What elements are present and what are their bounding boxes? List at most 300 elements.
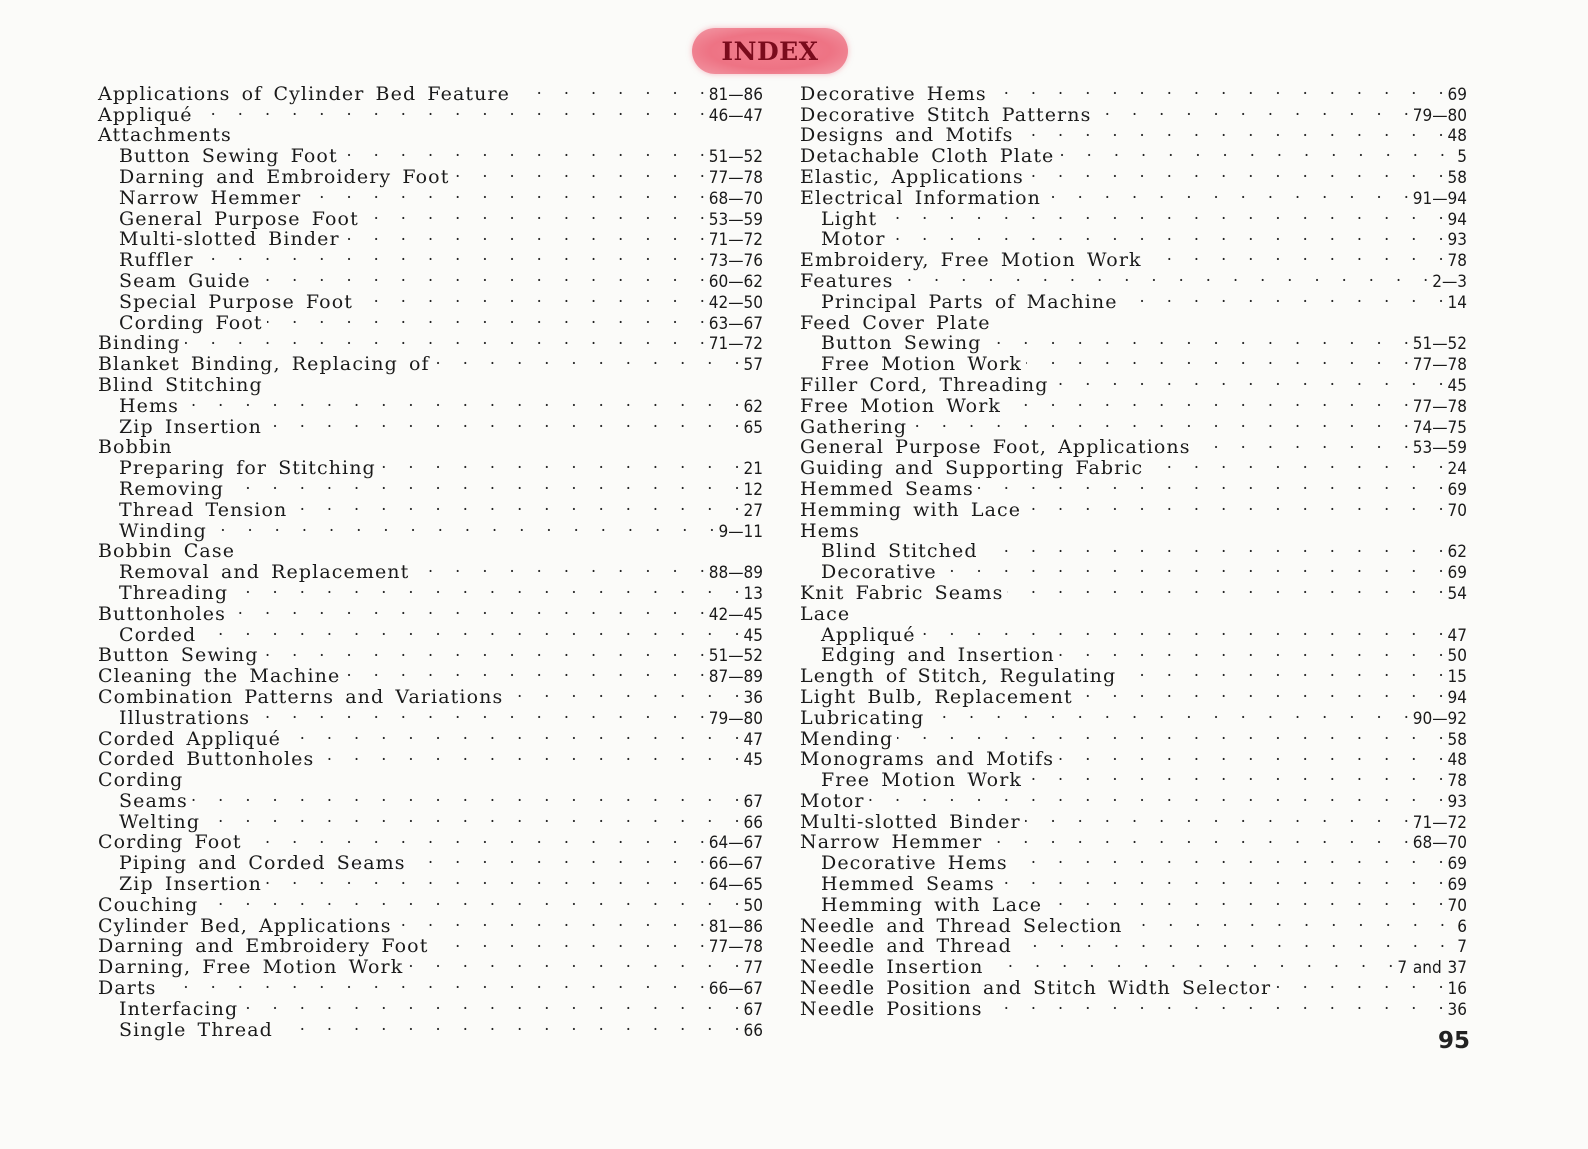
entry-term: Monograms and Motifs: [800, 748, 1055, 771]
entry-page-ref: 66: [743, 1020, 763, 1041]
dot-leader: [192, 786, 740, 807]
entry-page-ref: 70: [1447, 895, 1467, 916]
index-entry: [800, 599, 1467, 625]
entry-page-ref: 42—50: [708, 292, 763, 313]
dot-leader: [911, 412, 1409, 433]
entry-term: Darts: [98, 977, 157, 1000]
index-entry: [800, 495, 1467, 521]
entry-page-ref: 71—72: [708, 334, 763, 355]
dot-leader: [928, 703, 1408, 724]
dot-leader: [941, 557, 1444, 578]
entry-page-ref: 14: [1447, 292, 1467, 313]
dot-leader: [187, 765, 741, 786]
index-subentry: [800, 848, 1467, 875]
entry-page-ref: 78: [1447, 251, 1467, 272]
index-entry: [800, 661, 1467, 688]
entry-page-ref: 70: [1447, 500, 1467, 521]
entry-term: Cylinder Bed, Applications: [98, 914, 392, 937]
index-column-left: [98, 79, 763, 1041]
dot-leader: [920, 620, 1444, 641]
entry-page-ref: 69: [1447, 854, 1467, 875]
entry-term: Hemming with Lace: [821, 893, 1043, 916]
index-entry: [800, 745, 1467, 771]
entry-page-ref: 45: [1447, 375, 1467, 396]
index-entry: [800, 266, 1467, 292]
entry-page-ref: 66: [743, 812, 763, 833]
entry-page-ref: 53—59: [708, 209, 763, 230]
index-subentry: [98, 162, 763, 188]
entry-term: Darning and Embroidery Foot: [98, 935, 429, 958]
entry-page-ref: 64—65: [708, 875, 763, 896]
dot-leader: [318, 745, 739, 766]
index-subentry: [98, 807, 763, 833]
entry-term: Feed Cover Plate: [800, 311, 991, 334]
index-entry: [800, 724, 1467, 750]
entry-page-ref: 77—78: [1412, 355, 1467, 376]
dot-leader: [1120, 661, 1443, 682]
entry-page-ref: 87—89: [708, 667, 763, 688]
dot-leader: [183, 391, 740, 412]
dot-leader: [204, 807, 739, 828]
index-entry: [800, 453, 1467, 480]
dot-leader: [266, 412, 740, 433]
entry-page-ref: 57: [743, 355, 763, 376]
index-entry: [800, 79, 1467, 105]
index-subentry: [98, 703, 763, 729]
index-subentry: [800, 641, 1467, 667]
entry-page-ref: 94: [1447, 687, 1467, 708]
entry-page-ref: 47: [1447, 625, 1467, 646]
index-subentry: [800, 329, 1467, 355]
entry-term: Appliqué: [98, 103, 193, 126]
entry-term: Decorative: [821, 561, 937, 584]
entry-term: Lubricating: [800, 706, 925, 729]
entry-term: Needle and Thread: [800, 935, 1012, 958]
entry-page-ref: 69: [1447, 479, 1467, 500]
entry-page-ref: 66—67: [708, 854, 763, 875]
dot-leader: [1045, 183, 1409, 204]
entry-term: Corded Appliqué: [98, 727, 282, 750]
dot-leader: [255, 266, 705, 287]
entry-page-ref: 51—52: [1412, 334, 1467, 355]
entry-term: Hemming with Lace: [800, 498, 1022, 521]
entry-term: Blind Stitched: [821, 540, 978, 563]
entry-term: Multi-slotted Binder: [800, 810, 1021, 833]
index-column-right: [800, 79, 1467, 1020]
index-entry: [98, 973, 763, 1000]
dot-leader: [357, 287, 705, 308]
dot-leader: [881, 204, 1443, 225]
entry-term: Needle Position and Stitch Width Selector: [800, 977, 1272, 1000]
dot-leader: [267, 308, 705, 329]
index-subentry: [98, 266, 763, 292]
entry-term: Decorative Stitch Patterns: [800, 103, 1092, 126]
entry-term: Light Bulb, Replacement: [800, 685, 1073, 708]
entry-term: Ruffler: [119, 249, 194, 272]
entry-term: Corded Buttonholes: [98, 748, 315, 771]
index-title: INDEX: [721, 36, 819, 66]
dot-leader: [995, 308, 1445, 329]
dot-leader: [986, 828, 1408, 849]
index-entry: [800, 245, 1467, 272]
dot-leader: [854, 599, 1445, 620]
entry-page-ref: 45: [743, 750, 763, 771]
dot-leader: [869, 786, 1444, 807]
dot-leader: [897, 266, 1428, 287]
entry-term: Free Motion Work: [821, 353, 1022, 376]
entry-page-ref: 9—11: [718, 521, 763, 542]
dot-leader: [267, 370, 741, 391]
index-entry: [800, 807, 1467, 833]
index-subentry: [98, 141, 763, 168]
index-entry: [800, 973, 1467, 1000]
entry-page-ref: 71—72: [1412, 812, 1467, 833]
entry-page-ref: 45: [743, 625, 763, 646]
index-subentry: [98, 848, 763, 875]
entry-page-ref: 93: [1447, 230, 1467, 251]
dot-leader: [1026, 765, 1444, 786]
entry-page-ref: 77—78: [1412, 396, 1467, 417]
index-entry: [98, 745, 763, 771]
dot-leader: [202, 890, 739, 911]
entry-term: Motor: [800, 789, 865, 812]
entry-term: General Purpose Foot: [119, 207, 359, 230]
dot-leader: [246, 828, 705, 849]
index-entry: [800, 433, 1467, 459]
dot-leader: [266, 869, 705, 890]
entry-page-ref: 78: [1447, 771, 1467, 792]
entry-term: Needle Insertion: [800, 956, 984, 979]
index-subentry: [800, 620, 1467, 646]
entry-term: Features: [800, 269, 894, 292]
entry-term: Narrow Hemmer: [800, 831, 983, 854]
entry-page-ref: 47: [743, 729, 763, 750]
index-entry: [98, 100, 763, 126]
entry-page-ref: 64—67: [708, 833, 763, 854]
index-entry: [98, 599, 763, 625]
index-entry: [98, 890, 763, 916]
entry-term: Gathering: [800, 415, 908, 438]
dot-leader: [864, 516, 1445, 537]
index-entry: [98, 952, 763, 979]
entry-term: Needle Positions: [800, 997, 983, 1020]
dot-leader: [1025, 807, 1409, 828]
dot-leader: [197, 100, 705, 121]
entry-page-ref: 6: [1457, 916, 1467, 937]
entry-page-ref: 67: [743, 791, 763, 812]
dot-leader: [342, 141, 705, 162]
index-subentry: [800, 287, 1467, 313]
entry-page-ref: 69: [1447, 84, 1467, 105]
entry-page-ref: 81—86: [708, 916, 763, 937]
dot-leader: [1122, 287, 1444, 308]
entry-term: Cleaning the Machine: [98, 665, 341, 688]
entry-term: Applications of Cylinder Bed Feature: [98, 82, 510, 105]
entry-term: Special Purpose Foot: [119, 290, 353, 313]
entry-page-ref: 93: [1447, 791, 1467, 812]
entry-term: Seam Guide: [119, 269, 251, 292]
entry-term: Detachable Cloth Plate: [800, 145, 1055, 168]
entry-term: Button Sewing: [98, 644, 259, 667]
index-entry: [800, 183, 1467, 209]
index-subentry: [98, 474, 763, 500]
dot-leader: [185, 329, 705, 350]
dot-leader: [1005, 391, 1409, 412]
dot-leader: [991, 79, 1444, 100]
index-subentry: [98, 495, 763, 521]
entry-term: Mending: [800, 727, 894, 750]
dot-leader: [432, 932, 704, 953]
entry-term: Cording: [98, 769, 184, 792]
dot-leader: [1025, 495, 1443, 516]
dot-leader: [453, 162, 704, 183]
entry-page-ref: 46—47: [708, 105, 763, 126]
index-entry: [98, 79, 763, 105]
entry-term: Free Motion Work: [800, 394, 1001, 417]
entry-page-ref: 50: [743, 895, 763, 916]
index-subentry: [98, 557, 763, 584]
dot-leader: [514, 79, 705, 100]
entry-page-ref: 58: [1447, 167, 1467, 188]
index-entry: [800, 121, 1467, 147]
index-subentry: [98, 453, 763, 480]
entry-term: Preparing for Stitching: [119, 457, 376, 480]
entry-page-ref: 77: [743, 958, 763, 979]
entry-page-ref: 16: [1447, 979, 1467, 1000]
index-entry: [98, 121, 763, 147]
entry-term: Thread Tension: [119, 498, 288, 521]
dot-leader: [1058, 745, 1443, 766]
dot-leader: [413, 557, 704, 578]
index-entry: [800, 828, 1467, 854]
index-subentry: [98, 994, 763, 1020]
index-subentry: [800, 869, 1467, 896]
entry-term: Hems: [800, 519, 860, 542]
index-entry: [800, 474, 1467, 500]
entry-page-ref: 42—45: [708, 604, 763, 625]
entry-term: Lace: [800, 602, 851, 625]
index-entry: [98, 765, 763, 792]
entry-term: Combination Patterns and Variations: [98, 685, 504, 708]
entry-term: Elastic, Applications: [800, 165, 1024, 188]
dot-leader: [161, 973, 705, 994]
index-subentry: [98, 183, 763, 209]
entry-page-ref: 79—80: [1412, 105, 1467, 126]
entry-page-ref: 12: [743, 479, 763, 500]
index-subentry: [800, 225, 1467, 251]
dot-leader: [1016, 932, 1445, 953]
index-entry: [800, 516, 1467, 542]
entry-page-ref: 69: [1447, 875, 1467, 896]
entry-term: Couching: [98, 893, 199, 916]
dot-leader: [507, 682, 739, 703]
index-subentry: [800, 204, 1467, 230]
entry-page-ref: 62: [743, 396, 763, 417]
dot-leader: [285, 724, 740, 745]
entry-term: Cording Foot: [119, 311, 263, 334]
entry-term: Winding: [119, 519, 207, 542]
dot-leader: [1077, 682, 1444, 703]
entry-term: Darning and Embroidery Foot: [119, 165, 450, 188]
index-entry: [800, 932, 1467, 958]
entry-page-ref: 5: [1457, 147, 1467, 168]
entry-term: Filler Cord, Threading: [800, 373, 1049, 396]
entry-term: Zip Insertion: [119, 415, 262, 438]
index-entry: [800, 786, 1467, 812]
dot-leader: [1026, 349, 1409, 370]
entry-term: Piping and Corded Seams: [119, 852, 406, 875]
dot-leader: [434, 349, 740, 370]
entry-term: Hems: [119, 394, 179, 417]
index-subentry: [98, 578, 763, 604]
dot-leader: [305, 183, 704, 204]
entry-page-ref: 90—92: [1412, 708, 1467, 729]
entry-term: Interfacing: [119, 997, 239, 1020]
entry-page-ref: 74—75: [1412, 417, 1467, 438]
page-number: 95: [1437, 1028, 1470, 1054]
entry-term: Guiding and Supporting Fabric: [800, 457, 1144, 480]
entry-page-ref: 68—70: [708, 188, 763, 209]
dot-leader: [1126, 911, 1445, 932]
dot-leader: [978, 474, 1444, 495]
entry-page-ref: 51—52: [708, 646, 763, 667]
entry-term: Needle and Thread Selection: [800, 914, 1123, 937]
entry-term: Attachments: [98, 124, 232, 147]
index-subentry: [98, 391, 763, 417]
entry-term: Multi-slotted Binder: [119, 228, 340, 251]
dot-leader: [242, 994, 739, 1015]
entry-term: Binding: [98, 332, 181, 355]
dot-leader: [236, 121, 741, 142]
entry-term: Cording Foot: [98, 831, 242, 854]
entry-term: Decorative Hems: [821, 852, 1008, 875]
entry-term: Button Sewing Foot: [119, 145, 338, 168]
dot-leader: [396, 911, 705, 932]
dot-leader: [380, 453, 740, 474]
entry-page-ref: 51—52: [708, 147, 763, 168]
index-entry: [98, 682, 763, 708]
entry-term: Knit Fabric Seams: [800, 581, 1004, 604]
dot-leader: [277, 1015, 740, 1036]
index-entry: [800, 162, 1467, 188]
dot-leader: [410, 848, 705, 869]
index-entry: [98, 537, 763, 563]
index-entry: [98, 329, 763, 355]
entry-page-ref: 48: [1447, 126, 1467, 147]
entry-term: Edging and Insertion: [821, 644, 1055, 667]
entry-term: Button Sewing: [821, 332, 982, 355]
entry-page-ref: 66—67: [708, 979, 763, 1000]
entry-page-ref: 48: [1447, 750, 1467, 771]
entry-term: Hemmed Seams: [800, 477, 974, 500]
entry-page-ref: 69: [1447, 563, 1467, 584]
entry-page-ref: 36: [1447, 999, 1467, 1020]
dot-leader: [1046, 890, 1443, 911]
entry-page-ref: 27: [743, 500, 763, 521]
index-subentry: [98, 287, 763, 313]
dot-leader: [228, 474, 740, 495]
entry-page-ref: 2—3: [1432, 271, 1467, 292]
dot-leader: [1095, 100, 1408, 121]
index-entry: [800, 994, 1467, 1020]
entry-page-ref: 88—89: [708, 563, 763, 584]
index-title-badge: [692, 28, 848, 74]
entry-page-ref: 21: [743, 459, 763, 480]
dot-leader: [230, 599, 705, 620]
entry-page-ref: 67: [743, 999, 763, 1020]
entry-page-ref: 54: [1447, 583, 1467, 604]
entry-term: Electrical Information: [800, 186, 1041, 209]
entry-term: Light: [821, 207, 878, 230]
index-entry: [98, 828, 763, 854]
dot-leader: [897, 724, 1443, 745]
dot-leader: [407, 952, 739, 973]
index-entry: [98, 433, 763, 459]
entry-term: Decorative Hems: [800, 82, 987, 105]
entry-term: Illustrations: [119, 706, 251, 729]
index-subentry: [800, 890, 1467, 916]
index-entry: [98, 932, 763, 958]
entry-page-ref: 81—86: [708, 84, 763, 105]
entry-term: Bobbin: [98, 436, 173, 459]
entry-page-ref: 77—78: [708, 937, 763, 958]
entry-page-ref: 79—80: [708, 708, 763, 729]
dot-leader: [200, 620, 739, 641]
entry-term: Length of Stitch, Regulating: [800, 665, 1117, 688]
dot-leader: [1059, 641, 1444, 662]
index-entry: [800, 682, 1467, 708]
index-entry: [800, 141, 1467, 168]
entry-page-ref: 91—94: [1412, 188, 1467, 209]
index-subentry: [98, 245, 763, 272]
dot-leader: [890, 225, 1444, 246]
index-entry: [98, 349, 763, 376]
entry-page-ref: 77—78: [708, 167, 763, 188]
entry-term: Corded: [119, 623, 197, 646]
entry-term: Designs and Motifs: [800, 124, 1014, 147]
entry-page-ref: 65: [743, 417, 763, 438]
entry-page-ref: 50: [1447, 646, 1467, 667]
entry-page-ref: 7 and 37: [1397, 958, 1467, 979]
index-entry: [98, 661, 763, 688]
entry-term: Blanket Binding, Replacing of: [98, 353, 430, 376]
entry-term: Blind Stitching: [98, 373, 263, 396]
dot-leader: [987, 994, 1444, 1015]
entry-page-ref: 94: [1447, 209, 1467, 230]
dot-leader: [344, 661, 704, 682]
dot-leader: [1147, 453, 1443, 474]
entry-term: Seams: [119, 789, 188, 812]
entry-page-ref: 68—70: [1412, 833, 1467, 854]
dot-leader: [198, 245, 705, 266]
entry-term: Zip Insertion: [119, 873, 262, 896]
index-subentry: [800, 765, 1467, 792]
index-subentry: [800, 557, 1467, 584]
entry-term: Hemmed Seams: [821, 873, 995, 896]
index-entry: [800, 391, 1467, 417]
entry-page-ref: 71—72: [708, 230, 763, 251]
entry-term: Threading: [119, 581, 229, 604]
dot-leader: [1058, 141, 1445, 162]
entry-term: Removal and Replacement: [119, 561, 410, 584]
entry-page-ref: 36: [743, 687, 763, 708]
entry-term: Narrow Hemmer: [119, 186, 302, 209]
entry-term: Appliqué: [821, 623, 916, 646]
entry-term: Principal Parts of Machine: [821, 290, 1118, 313]
entry-page-ref: 53—59: [1412, 438, 1467, 459]
entry-term: General Purpose Foot, Applications: [800, 436, 1191, 459]
index-subentry: [98, 225, 763, 251]
